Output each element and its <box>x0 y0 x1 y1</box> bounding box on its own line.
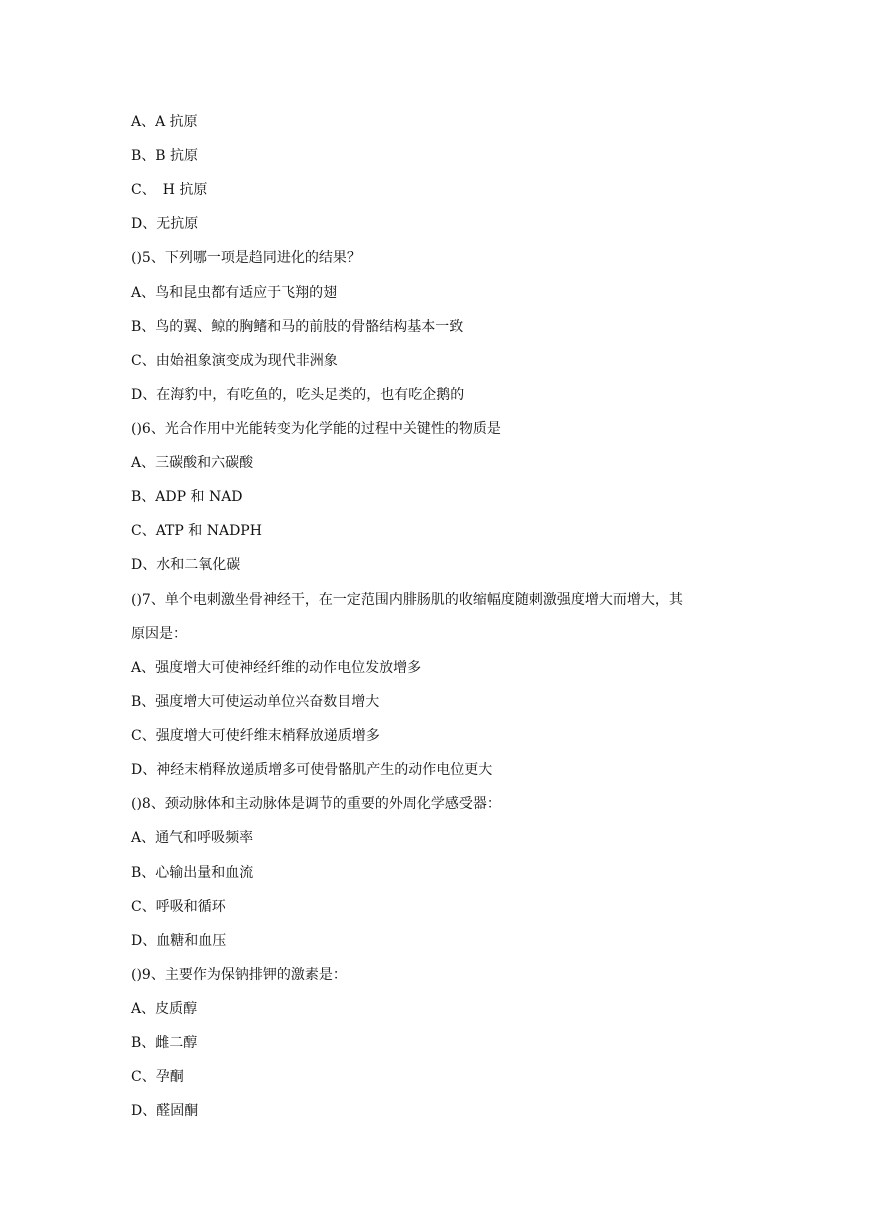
question-8: ()8、颈动脉体和主动脉体是调节的重要的外周化学感受器： <box>131 796 501 812</box>
option-q8-c: C、呼吸和循环 <box>131 899 226 915</box>
question-6: ()6、光合作用中光能转变为化学能的过程中关键性的物质是 <box>131 421 501 437</box>
option-q9-a: A、皮质醇 <box>131 1001 198 1017</box>
question-7: ()7、单个电刺激坐骨神经干，在一定范围内腓肠肌的收缩幅度随刺激强度增大而增大，其 <box>131 592 683 608</box>
option-q7-c: C、强度增大可使纤维末梢释放递质增多 <box>131 728 380 744</box>
option-q8-d: D、血糖和血压 <box>131 933 227 949</box>
option-q5-a: A、鸟和昆虫都有适应于飞翔的翅 <box>131 285 338 301</box>
option-q4-b: B、B 抗原 <box>131 148 199 164</box>
option-q4-d: D、无抗原 <box>131 216 199 232</box>
option-q5-d: D、在海豹中，有吃鱼的，吃头足类的，也有吃企鹅的 <box>131 387 465 403</box>
option-q8-a: A、通气和呼吸频率 <box>131 830 254 846</box>
option-q9-b: B、雌二醇 <box>131 1035 198 1051</box>
option-q6-a: A、三碳酸和六碳酸 <box>131 455 254 471</box>
option-q7-b: B、强度增大可使运动单位兴奋数目增大 <box>131 694 380 710</box>
option-q7-a: A、强度增大可使神经纤维的动作电位发放增多 <box>131 660 422 676</box>
option-q5-b: B、鸟的翼、鲸的胸鳍和马的前肢的骨骼结构基本一致 <box>131 319 464 335</box>
question-7-continued: 原因是： <box>131 626 187 642</box>
question-9: ()9、主要作为保钠排钾的激素是： <box>131 967 347 983</box>
option-q9-d: D、醛固酮 <box>131 1103 199 1119</box>
option-q6-d: D、水和二氧化碳 <box>131 557 241 573</box>
option-q9-c: C、孕酮 <box>131 1069 184 1085</box>
option-q6-b: B、ADP 和 NAD <box>131 489 243 505</box>
option-q8-b: B、心输出量和血流 <box>131 865 254 881</box>
option-q6-c: C、ATP 和 NADPH <box>131 523 262 539</box>
option-q4-a: A、A 抗原 <box>131 114 198 130</box>
question-5: ()5、下列哪一项是趋同进化的结果？ <box>131 250 361 266</box>
option-q5-c: C、由始祖象演变成为现代非洲象 <box>131 353 338 369</box>
option-q4-c: C、 H 抗原 <box>131 182 208 198</box>
option-q7-d: D、神经末梢释放递质增多可使骨骼肌产生的动作电位更大 <box>131 762 493 778</box>
